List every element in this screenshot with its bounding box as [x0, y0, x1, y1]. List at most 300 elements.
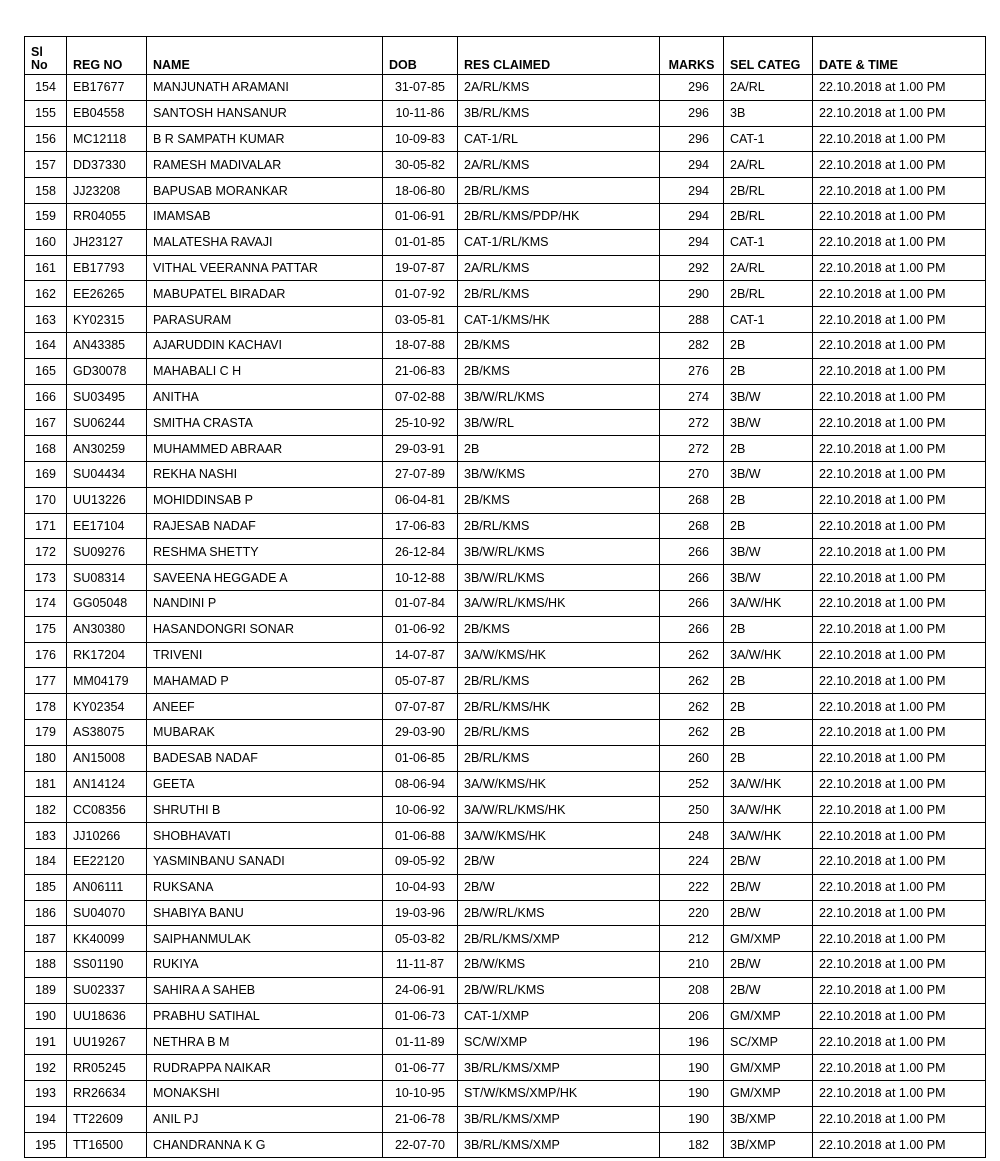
cell-name: RUKIYA	[147, 952, 383, 978]
cell-res-claimed: 2B/RL/KMS	[458, 178, 660, 204]
cell-sl-no: 180	[25, 745, 67, 771]
table-row	[25, 358, 986, 384]
table-row	[25, 255, 986, 281]
cell-name: MAHAMAD P	[147, 668, 383, 694]
cell-sel-categ: 2B	[724, 332, 813, 358]
cell-dob: 07-02-88	[383, 384, 458, 410]
cell-sel-categ: 2B	[724, 487, 813, 513]
cell-sel-categ: 3B/W	[724, 565, 813, 591]
cell-reg-no: EB17677	[67, 75, 147, 101]
cell-res-claimed: ST/W/KMS/XMP/HK	[458, 1081, 660, 1107]
cell-sl-no: 189	[25, 977, 67, 1003]
cell-dob: 01-06-73	[383, 1003, 458, 1029]
cell-dob: 11-11-87	[383, 952, 458, 978]
cell-sl-no: 169	[25, 461, 67, 487]
cell-dob: 29-03-90	[383, 719, 458, 745]
cell-sl-no: 159	[25, 203, 67, 229]
cell-date-time: 22.10.2018 at 1.00 PM	[813, 952, 986, 978]
cell-reg-no: KK40099	[67, 926, 147, 952]
cell-sl-no: 172	[25, 539, 67, 565]
cell-name: MALATESHA RAVAJI	[147, 229, 383, 255]
cell-sl-no: 185	[25, 874, 67, 900]
cell-dob: 06-04-81	[383, 487, 458, 513]
cell-name: SMITHA CRASTA	[147, 410, 383, 436]
cell-marks: 262	[660, 719, 724, 745]
cell-marks: 296	[660, 75, 724, 101]
cell-sl-no: 168	[25, 436, 67, 462]
cell-date-time: 22.10.2018 at 1.00 PM	[813, 926, 986, 952]
cell-marks: 294	[660, 152, 724, 178]
table-row	[25, 436, 986, 462]
cell-reg-no: EE17104	[67, 513, 147, 539]
cell-res-claimed: CAT-1/RL	[458, 126, 660, 152]
table-row	[25, 926, 986, 952]
cell-marks: 266	[660, 616, 724, 642]
table-row	[25, 1106, 986, 1132]
header-res-claimed: RES CLAIMED	[458, 37, 660, 75]
cell-dob: 10-06-92	[383, 797, 458, 823]
cell-sel-categ: 2B	[724, 436, 813, 462]
cell-dob: 18-07-88	[383, 332, 458, 358]
cell-res-claimed: 3B/RL/KMS	[458, 100, 660, 126]
cell-res-claimed: 2B/W/KMS	[458, 952, 660, 978]
cell-date-time: 22.10.2018 at 1.00 PM	[813, 229, 986, 255]
cell-date-time: 22.10.2018 at 1.00 PM	[813, 900, 986, 926]
cell-reg-no: JJ23208	[67, 178, 147, 204]
cell-dob: 17-06-83	[383, 513, 458, 539]
cell-date-time: 22.10.2018 at 1.00 PM	[813, 436, 986, 462]
cell-dob: 01-06-77	[383, 1055, 458, 1081]
cell-res-claimed: SC/W/XMP	[458, 1029, 660, 1055]
table-row	[25, 178, 986, 204]
cell-dob: 25-10-92	[383, 410, 458, 436]
cell-marks: 190	[660, 1106, 724, 1132]
table-row	[25, 797, 986, 823]
cell-date-time: 22.10.2018 at 1.00 PM	[813, 1003, 986, 1029]
cell-name: ANIL PJ	[147, 1106, 383, 1132]
cell-reg-no: SU04070	[67, 900, 147, 926]
cell-res-claimed: 2B/RL/KMS/PDP/HK	[458, 203, 660, 229]
cell-marks: 190	[660, 1055, 724, 1081]
cell-marks: 190	[660, 1081, 724, 1107]
cell-name: PRABHU SATIHAL	[147, 1003, 383, 1029]
cell-sl-no: 178	[25, 694, 67, 720]
cell-res-claimed: 2B/RL/KMS	[458, 281, 660, 307]
cell-date-time: 22.10.2018 at 1.00 PM	[813, 410, 986, 436]
cell-res-claimed: 3B/W/RL/KMS	[458, 539, 660, 565]
table-row	[25, 513, 986, 539]
cell-reg-no: KY02354	[67, 694, 147, 720]
cell-res-claimed: 2B	[458, 436, 660, 462]
cell-res-claimed: 2B/KMS	[458, 487, 660, 513]
cell-sl-no: 183	[25, 823, 67, 849]
cell-name: PARASURAM	[147, 307, 383, 333]
cell-sel-categ: 3B/W	[724, 539, 813, 565]
cell-marks: 282	[660, 332, 724, 358]
cell-dob: 07-07-87	[383, 694, 458, 720]
cell-marks: 248	[660, 823, 724, 849]
cell-date-time: 22.10.2018 at 1.00 PM	[813, 384, 986, 410]
cell-sel-categ: 2B/W	[724, 874, 813, 900]
cell-reg-no: EB17793	[67, 255, 147, 281]
cell-marks: 296	[660, 126, 724, 152]
cell-date-time: 22.10.2018 at 1.00 PM	[813, 75, 986, 101]
cell-sel-categ: 3B/W	[724, 410, 813, 436]
cell-reg-no: MC12118	[67, 126, 147, 152]
cell-sel-categ: 2B/W	[724, 977, 813, 1003]
cell-dob: 08-06-94	[383, 771, 458, 797]
cell-name: RUDRAPPA NAIKAR	[147, 1055, 383, 1081]
cell-dob: 30-05-82	[383, 152, 458, 178]
cell-res-claimed: 3B/RL/KMS/XMP	[458, 1132, 660, 1158]
cell-sel-categ: 3B	[724, 100, 813, 126]
cell-sel-categ: 2A/RL	[724, 75, 813, 101]
cell-res-claimed: 3A/W/RL/KMS/HK	[458, 797, 660, 823]
cell-date-time: 22.10.2018 at 1.00 PM	[813, 1132, 986, 1158]
cell-dob: 01-06-85	[383, 745, 458, 771]
cell-name: SHRUTHI B	[147, 797, 383, 823]
cell-res-claimed: 3A/W/RL/KMS/HK	[458, 590, 660, 616]
table-row	[25, 771, 986, 797]
table-row	[25, 590, 986, 616]
cell-reg-no: JH23127	[67, 229, 147, 255]
cell-date-time: 22.10.2018 at 1.00 PM	[813, 848, 986, 874]
cell-name: RUKSANA	[147, 874, 383, 900]
cell-name: ANITHA	[147, 384, 383, 410]
cell-dob: 19-07-87	[383, 255, 458, 281]
cell-date-time: 22.10.2018 at 1.00 PM	[813, 358, 986, 384]
cell-res-claimed: 3A/W/KMS/HK	[458, 771, 660, 797]
cell-sel-categ: 2B	[724, 668, 813, 694]
table-row	[25, 384, 986, 410]
cell-dob: 29-03-91	[383, 436, 458, 462]
cell-marks: 276	[660, 358, 724, 384]
cell-date-time: 22.10.2018 at 1.00 PM	[813, 281, 986, 307]
header-name: NAME	[147, 37, 383, 75]
cell-sel-categ: 3A/W/HK	[724, 771, 813, 797]
cell-sel-categ: GM/XMP	[724, 1081, 813, 1107]
cell-marks: 252	[660, 771, 724, 797]
table-row	[25, 1055, 986, 1081]
cell-sel-categ: 2B	[724, 719, 813, 745]
cell-dob: 27-07-89	[383, 461, 458, 487]
cell-date-time: 22.10.2018 at 1.00 PM	[813, 539, 986, 565]
cell-sl-no: 176	[25, 642, 67, 668]
cell-marks: 224	[660, 848, 724, 874]
cell-dob: 19-03-96	[383, 900, 458, 926]
cell-dob: 01-06-91	[383, 203, 458, 229]
cell-reg-no: JJ10266	[67, 823, 147, 849]
cell-sl-no: 191	[25, 1029, 67, 1055]
table-row	[25, 410, 986, 436]
cell-reg-no: RR04055	[67, 203, 147, 229]
table-row	[25, 100, 986, 126]
table-row	[25, 1132, 986, 1158]
cell-marks: 212	[660, 926, 724, 952]
cell-reg-no: EB04558	[67, 100, 147, 126]
cell-reg-no: GD30078	[67, 358, 147, 384]
cell-sel-categ: GM/XMP	[724, 1003, 813, 1029]
table-row	[25, 487, 986, 513]
cell-name: RESHMA SHETTY	[147, 539, 383, 565]
cell-sel-categ: 3B/XMP	[724, 1106, 813, 1132]
cell-marks: 208	[660, 977, 724, 1003]
header-date-time: DATE & TIME	[813, 37, 986, 75]
cell-dob: 10-12-88	[383, 565, 458, 591]
cell-sel-categ: 2B	[724, 616, 813, 642]
table-row	[25, 1029, 986, 1055]
cell-sel-categ: 2B/RL	[724, 178, 813, 204]
cell-name: ANEEF	[147, 694, 383, 720]
cell-date-time: 22.10.2018 at 1.00 PM	[813, 616, 986, 642]
cell-sl-no: 195	[25, 1132, 67, 1158]
cell-marks: 266	[660, 590, 724, 616]
table-row	[25, 229, 986, 255]
cell-date-time: 22.10.2018 at 1.00 PM	[813, 461, 986, 487]
cell-reg-no: MM04179	[67, 668, 147, 694]
cell-name: NANDINI P	[147, 590, 383, 616]
cell-sl-no: 164	[25, 332, 67, 358]
cell-res-claimed: 2A/RL/KMS	[458, 255, 660, 281]
cell-date-time: 22.10.2018 at 1.00 PM	[813, 1106, 986, 1132]
cell-sl-no: 194	[25, 1106, 67, 1132]
cell-date-time: 22.10.2018 at 1.00 PM	[813, 797, 986, 823]
cell-name: SANTOSH HANSANUR	[147, 100, 383, 126]
cell-res-claimed: CAT-1/RL/KMS	[458, 229, 660, 255]
cell-name: SAHIRA A SAHEB	[147, 977, 383, 1003]
cell-dob: 01-07-92	[383, 281, 458, 307]
cell-sl-no: 190	[25, 1003, 67, 1029]
cell-name: BADESAB NADAF	[147, 745, 383, 771]
cell-marks: 182	[660, 1132, 724, 1158]
cell-marks: 272	[660, 436, 724, 462]
cell-date-time: 22.10.2018 at 1.00 PM	[813, 823, 986, 849]
cell-sl-no: 165	[25, 358, 67, 384]
cell-name: MABUPATEL BIRADAR	[147, 281, 383, 307]
header-sel-categ: SEL CATEG	[724, 37, 813, 75]
cell-reg-no: AN43385	[67, 332, 147, 358]
table-row	[25, 1081, 986, 1107]
cell-res-claimed: 2B/W	[458, 848, 660, 874]
cell-name: YASMINBANU SANADI	[147, 848, 383, 874]
cell-marks: 250	[660, 797, 724, 823]
cell-name: CHANDRANNA K G	[147, 1132, 383, 1158]
cell-marks: 292	[660, 255, 724, 281]
table-row	[25, 745, 986, 771]
cell-dob: 05-07-87	[383, 668, 458, 694]
cell-reg-no: RK17204	[67, 642, 147, 668]
cell-reg-no: RR26634	[67, 1081, 147, 1107]
cell-sl-no: 161	[25, 255, 67, 281]
cell-marks: 296	[660, 100, 724, 126]
table-body	[25, 75, 986, 1158]
cell-marks: 268	[660, 513, 724, 539]
header-sl-top: Sl	[31, 45, 43, 59]
cell-res-claimed: 2B/W/RL/KMS	[458, 977, 660, 1003]
cell-res-claimed: 3B/W/RL/KMS	[458, 565, 660, 591]
cell-name: RAJESAB NADAF	[147, 513, 383, 539]
cell-sel-categ: 2B	[724, 745, 813, 771]
cell-name: TRIVENI	[147, 642, 383, 668]
cell-marks: 270	[660, 461, 724, 487]
cell-sel-categ: 3B/W	[724, 384, 813, 410]
cell-sl-no: 174	[25, 590, 67, 616]
header-sl-bottom: No	[31, 58, 48, 72]
cell-reg-no: TT22609	[67, 1106, 147, 1132]
cell-reg-no: AS38075	[67, 719, 147, 745]
cell-sel-categ: SC/XMP	[724, 1029, 813, 1055]
table-row	[25, 668, 986, 694]
cell-reg-no: EE22120	[67, 848, 147, 874]
cell-reg-no: KY02315	[67, 307, 147, 333]
cell-marks: 266	[660, 565, 724, 591]
cell-sel-categ: CAT-1	[724, 126, 813, 152]
cell-res-claimed: 3B/W/RL	[458, 410, 660, 436]
cell-reg-no: SU02337	[67, 977, 147, 1003]
cell-sl-no: 166	[25, 384, 67, 410]
cell-name: MUHAMMED ABRAAR	[147, 436, 383, 462]
cell-reg-no: SU06244	[67, 410, 147, 436]
cell-sel-categ: 2B/W	[724, 900, 813, 926]
cell-sl-no: 188	[25, 952, 67, 978]
header-reg-no: REG NO	[67, 37, 147, 75]
cell-name: GEETA	[147, 771, 383, 797]
cell-marks: 222	[660, 874, 724, 900]
cell-date-time: 22.10.2018 at 1.00 PM	[813, 513, 986, 539]
cell-sel-categ: 3B/XMP	[724, 1132, 813, 1158]
cell-dob: 05-03-82	[383, 926, 458, 952]
cell-name: MOHIDDINSAB P	[147, 487, 383, 513]
cell-reg-no: AN30380	[67, 616, 147, 642]
cell-dob: 10-04-93	[383, 874, 458, 900]
cell-dob: 10-11-86	[383, 100, 458, 126]
cell-marks: 274	[660, 384, 724, 410]
cell-marks: 262	[660, 694, 724, 720]
cell-sel-categ: 2A/RL	[724, 255, 813, 281]
cell-sl-no: 157	[25, 152, 67, 178]
table-row	[25, 900, 986, 926]
cell-dob: 21-06-83	[383, 358, 458, 384]
cell-sl-no: 193	[25, 1081, 67, 1107]
cell-dob: 26-12-84	[383, 539, 458, 565]
cell-sl-no: 154	[25, 75, 67, 101]
cell-reg-no: UU18636	[67, 1003, 147, 1029]
cell-res-claimed: 3A/W/KMS/HK	[458, 642, 660, 668]
cell-sel-categ: 2A/RL	[724, 152, 813, 178]
table-row	[25, 616, 986, 642]
cell-marks: 260	[660, 745, 724, 771]
cell-name: AJARUDDIN KACHAVI	[147, 332, 383, 358]
cell-sl-no: 170	[25, 487, 67, 513]
cell-dob: 01-07-84	[383, 590, 458, 616]
cell-res-claimed: 3B/W/KMS	[458, 461, 660, 487]
table-row	[25, 719, 986, 745]
cell-sel-categ: 2B/RL	[724, 203, 813, 229]
table-row	[25, 642, 986, 668]
cell-name: B R SAMPATH KUMAR	[147, 126, 383, 152]
cell-marks: 262	[660, 642, 724, 668]
cell-dob: 01-01-85	[383, 229, 458, 255]
cell-name: SHABIYA BANU	[147, 900, 383, 926]
cell-res-claimed: CAT-1/XMP	[458, 1003, 660, 1029]
cell-date-time: 22.10.2018 at 1.00 PM	[813, 255, 986, 281]
cell-reg-no: UU13226	[67, 487, 147, 513]
cell-sl-no: 173	[25, 565, 67, 591]
cell-name: SAIPHANMULAK	[147, 926, 383, 952]
cell-name: HASANDONGRI SONAR	[147, 616, 383, 642]
cell-sel-categ: 2B/W	[724, 848, 813, 874]
table-row	[25, 694, 986, 720]
cell-name: REKHA NASHI	[147, 461, 383, 487]
cell-reg-no: AN15008	[67, 745, 147, 771]
cell-dob: 24-06-91	[383, 977, 458, 1003]
cell-reg-no: SU03495	[67, 384, 147, 410]
cell-sel-categ: 2B	[724, 513, 813, 539]
cell-res-claimed: 2B/KMS	[458, 616, 660, 642]
cell-sel-categ: GM/XMP	[724, 1055, 813, 1081]
cell-res-claimed: 2B/KMS	[458, 332, 660, 358]
header-dob: DOB	[383, 37, 458, 75]
cell-dob: 01-06-88	[383, 823, 458, 849]
cell-name: MUBARAK	[147, 719, 383, 745]
cell-date-time: 22.10.2018 at 1.00 PM	[813, 694, 986, 720]
cell-sl-no: 181	[25, 771, 67, 797]
cell-reg-no: EE26265	[67, 281, 147, 307]
cell-marks: 294	[660, 203, 724, 229]
cell-res-claimed: 2B/W	[458, 874, 660, 900]
cell-date-time: 22.10.2018 at 1.00 PM	[813, 668, 986, 694]
cell-date-time: 22.10.2018 at 1.00 PM	[813, 874, 986, 900]
cell-reg-no: AN06111	[67, 874, 147, 900]
cell-sl-no: 179	[25, 719, 67, 745]
table-row	[25, 126, 986, 152]
cell-sel-categ: 3B/W	[724, 461, 813, 487]
cell-marks: 294	[660, 178, 724, 204]
cell-res-claimed: 2B/RL/KMS	[458, 668, 660, 694]
cell-name: VITHAL VEERANNA PATTAR	[147, 255, 383, 281]
cell-reg-no: AN30259	[67, 436, 147, 462]
cell-res-claimed: 2B/RL/KMS/HK	[458, 694, 660, 720]
table-row	[25, 203, 986, 229]
cell-name: MONAKSHI	[147, 1081, 383, 1107]
table-row	[25, 565, 986, 591]
cell-date-time: 22.10.2018 at 1.00 PM	[813, 642, 986, 668]
cell-reg-no: SU08314	[67, 565, 147, 591]
table-row	[25, 281, 986, 307]
cell-name: IMAMSAB	[147, 203, 383, 229]
cell-res-claimed: 2B/KMS	[458, 358, 660, 384]
cell-marks: 268	[660, 487, 724, 513]
header-marks: MARKS	[660, 37, 724, 75]
cell-name: BAPUSAB MORANKAR	[147, 178, 383, 204]
cell-date-time: 22.10.2018 at 1.00 PM	[813, 332, 986, 358]
cell-dob: 09-05-92	[383, 848, 458, 874]
cell-dob: 10-09-83	[383, 126, 458, 152]
cell-marks: 290	[660, 281, 724, 307]
cell-date-time: 22.10.2018 at 1.00 PM	[813, 977, 986, 1003]
cell-sl-no: 187	[25, 926, 67, 952]
cell-res-claimed: 2B/RL/KMS	[458, 513, 660, 539]
cell-reg-no: DD37330	[67, 152, 147, 178]
cell-sel-categ: 2B/W	[724, 952, 813, 978]
cell-name: MANJUNATH ARAMANI	[147, 75, 383, 101]
cell-reg-no: TT16500	[67, 1132, 147, 1158]
table-row	[25, 1003, 986, 1029]
cell-date-time: 22.10.2018 at 1.00 PM	[813, 203, 986, 229]
cell-date-time: 22.10.2018 at 1.00 PM	[813, 152, 986, 178]
cell-res-claimed: 3B/RL/KMS/XMP	[458, 1055, 660, 1081]
cell-marks: 266	[660, 539, 724, 565]
